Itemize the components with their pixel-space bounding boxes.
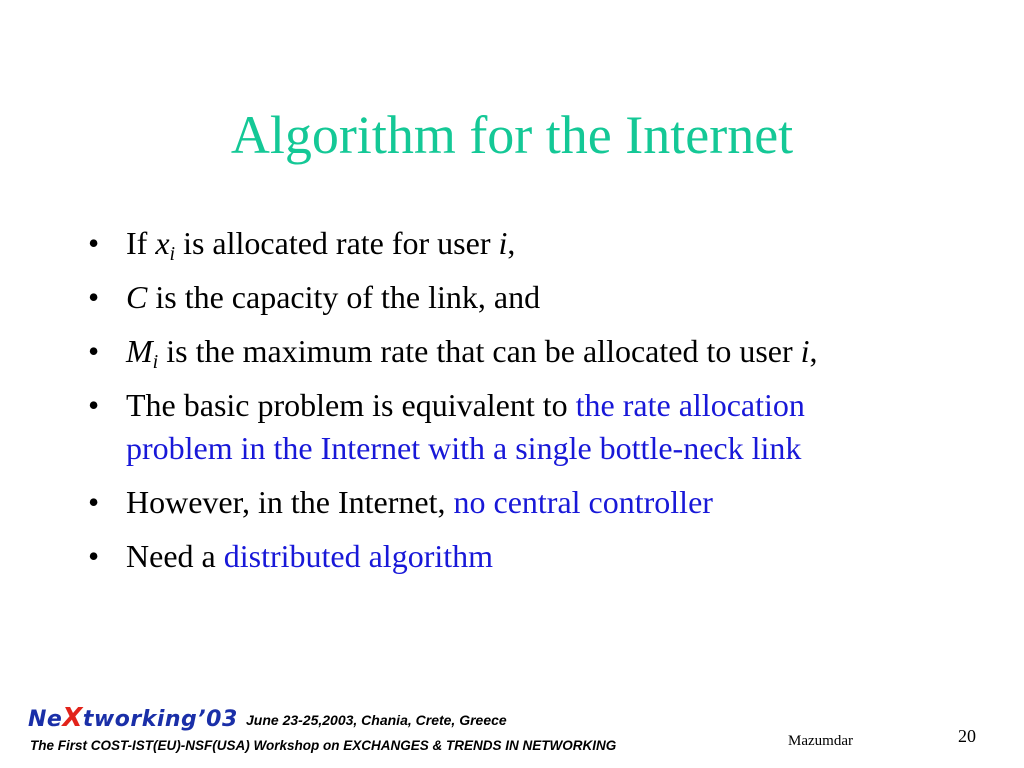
variable-m: M: [126, 333, 153, 369]
bullet-icon: •: [88, 225, 100, 261]
bullet-text: If: [126, 225, 156, 261]
subscript-i: i: [169, 243, 176, 265]
subscript-i: i: [152, 351, 159, 373]
page-number: 20: [958, 726, 976, 746]
bullet-icon: •: [88, 387, 100, 423]
variable-x: x: [155, 225, 170, 261]
bullet-icon: •: [88, 279, 100, 315]
footer-author: Mazumdar: [788, 733, 853, 749]
bullet-item-basic-problem: [88, 384, 908, 470]
variable-i: i: [800, 333, 810, 369]
bullet-item-max-rate: [88, 330, 908, 373]
bullet-icon: •: [88, 484, 100, 520]
bullet-text: Need a: [126, 538, 224, 574]
variable-i: i: [498, 225, 508, 261]
bullet-item-rate: [88, 222, 908, 265]
bullet-icon: •: [88, 538, 100, 574]
conference-logo: [28, 703, 238, 733]
footer-date-place: June 23-25,2003, Chania, Crete, Greece: [246, 712, 507, 728]
bullet-icon: •: [88, 333, 100, 369]
variable-c: C: [126, 279, 148, 315]
highlight-text: the rate allocation problem in the Internet with a single bottle-neck link: [126, 387, 805, 466]
logo-text: Ne: [28, 707, 63, 732]
bullet-list: [88, 222, 908, 589]
bullet-text: ,: [507, 225, 516, 261]
bullet-item-distributed: [88, 535, 908, 578]
bullet-text: is the maximum rate that can be allocated to user: [158, 333, 801, 369]
highlight-text: no central controller: [453, 484, 713, 520]
bullet-item-no-controller: [88, 481, 908, 524]
bullet-text: ,: [809, 333, 818, 369]
bullet-text: However, in the Internet,: [126, 484, 454, 520]
logo-text: tworking’03: [82, 707, 238, 732]
logo-x-letter: X: [62, 703, 83, 733]
bullet-text: The basic problem is equivalent to: [126, 387, 576, 423]
bullet-item-capacity: [88, 276, 908, 319]
bullet-text: is allocated rate for user: [175, 225, 499, 261]
highlight-text: distributed algorithm: [223, 538, 494, 574]
footer-workshop-title: The First COST-IST(EU)-NSF(USA) Workshop on EXCHANGES & TRENDS IN NETWORKING: [30, 738, 617, 753]
slide-title: Algorithm for the Internet: [230, 105, 794, 165]
bullet-text: is the capacity of the link, and: [147, 279, 541, 315]
